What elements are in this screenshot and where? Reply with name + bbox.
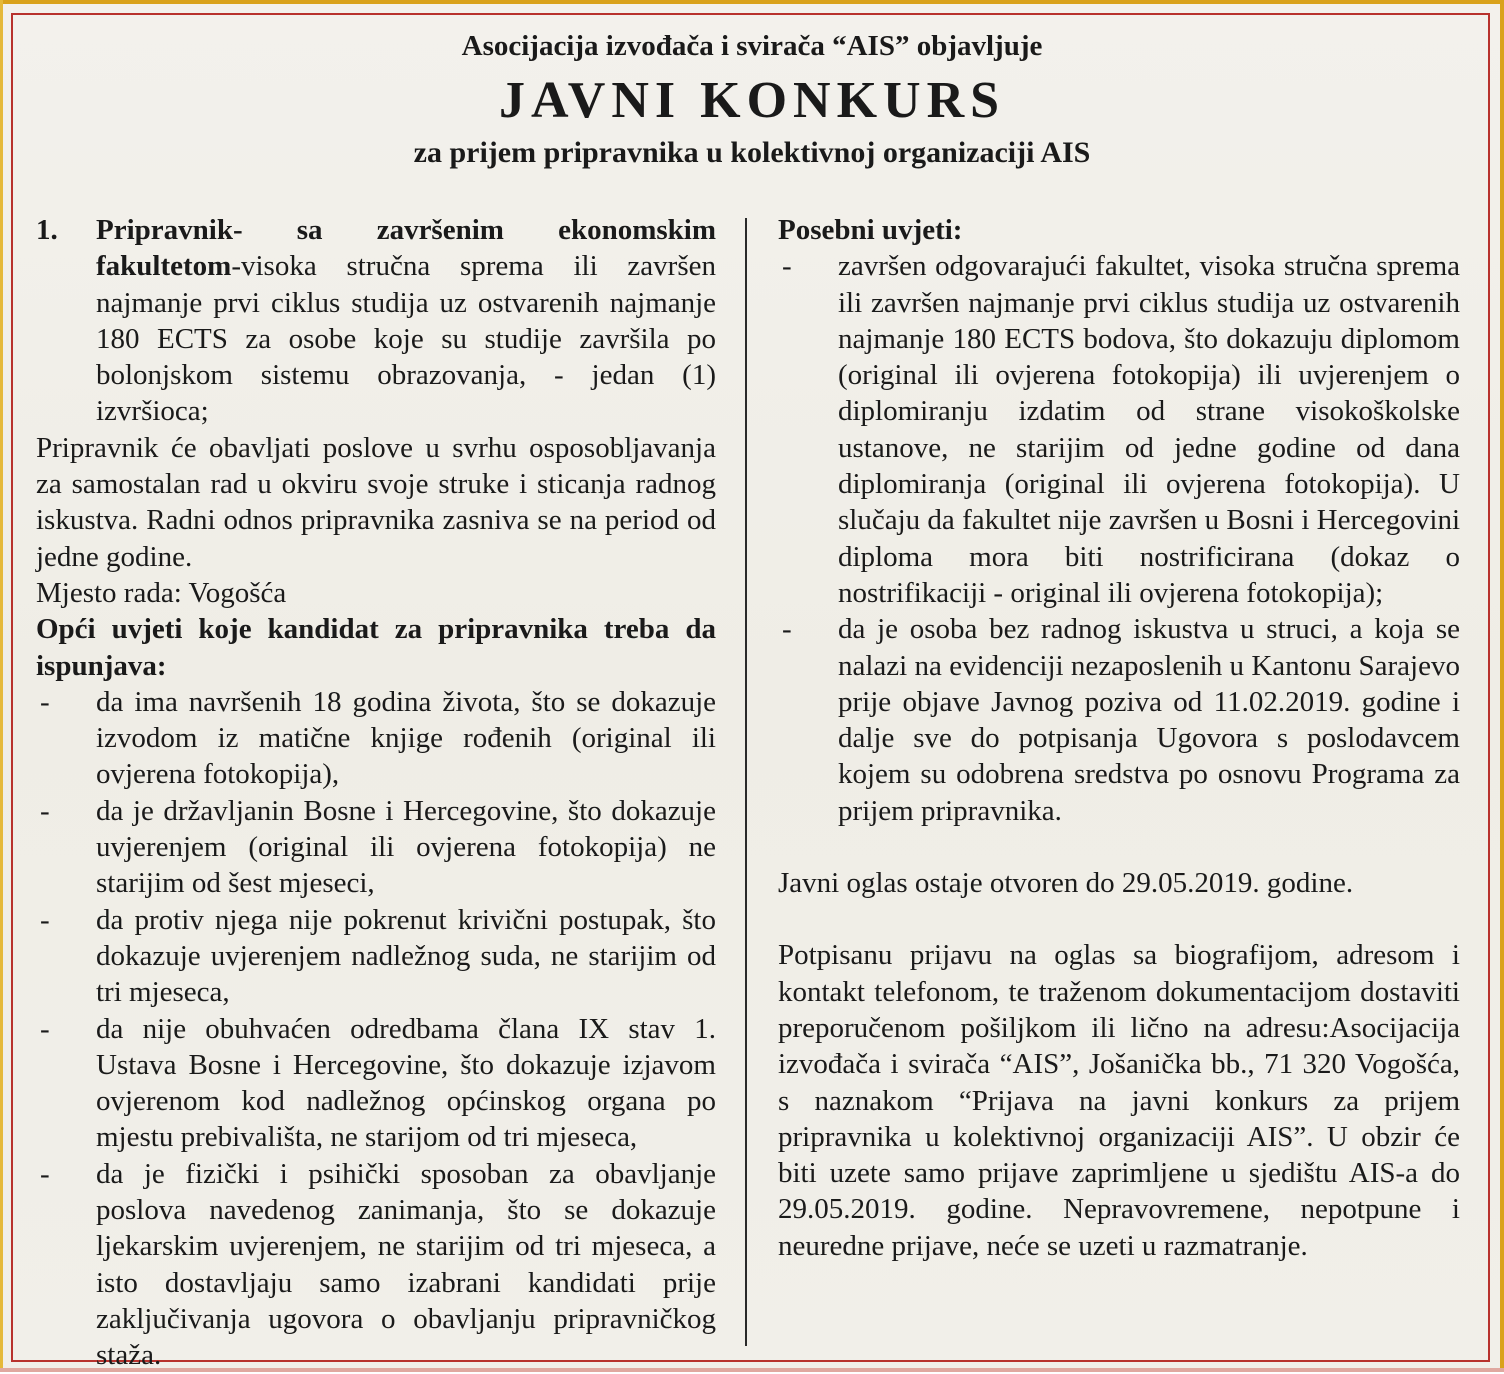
general-condition-item (36, 793, 716, 902)
general-condition-item (36, 902, 716, 1011)
general-condition-item (36, 1011, 716, 1156)
ad-header (0, 28, 1504, 172)
spacer (778, 901, 1460, 937)
item-number: 1. (36, 214, 58, 246)
ad-title: JAVNI KONKURS (498, 72, 1006, 129)
deadline-notice: Javni oglas ostaje otvoren do 29.05.2019. godine. (778, 867, 1354, 900)
bullet-dash: - (782, 613, 792, 646)
left-column (36, 212, 716, 1374)
condition-text: da ima navršenih 18 godina života, što se dokazuje izvodom iz matične knjige rođenih (original ili ovjerena fotokopija), (96, 685, 716, 791)
right-column (778, 212, 1460, 1264)
bullet-dash: - (40, 794, 50, 827)
general-condition-item (36, 684, 716, 793)
bullet-dash: - (782, 250, 792, 283)
bullet-dash: - (40, 1157, 50, 1190)
condition-text: da nije obuhvaćen odredbama člana IX stav 1. Ustava Bosne i Hercegovine, što dokazuje izjavom ovjerenom kod nadležnog općinskog organa po mjestu prebivališta, ne starijom od tri mjeseca, (96, 1012, 716, 1154)
bullet-dash: - (40, 903, 50, 936)
condition-text: da je osoba bez radnog iskustva u struci, a koja se nalazi na evidenciji nezaposlenih u Kantonu Sarajevo prije objave Javnog poziva od 11.02.2019. godine i dalje sve do potpisanja Ugovora s poslodavcem kojem su odobrena sredstva po osnovu Programa za prijem pripravnika. (838, 613, 1460, 827)
special-conditions-heading: Posebni uvjeti: (778, 214, 963, 246)
left-edge-strip (0, 0, 3, 1372)
position-item (36, 212, 716, 430)
right-edge-strip (1500, 0, 1504, 1372)
position-title: Pripravnik- sa završenim ekonomskim fakultetom (96, 214, 716, 283)
ad-subtitle: za prijem pripravnika u kolektivnoj organizaciji AIS (413, 136, 1091, 169)
general-conditions-heading: Opći uvjeti koje kandidat za pripravnika treba da ispunjava: (36, 613, 716, 682)
condition-text: da je fizički i psihički sposoban za obavljanje poslova navedenog zanimanja, što se dokazuje ljekarskim uvjerenjem, ne starijim od tri mjeseca, a isto dostavljaju samo izabrani kandidati prije zaključivanja ugovora o obavljanju pripravničkog staža. (96, 1157, 716, 1372)
top-edge-strip (0, 0, 1504, 4)
bullet-dash: - (40, 685, 50, 718)
column-divider (745, 218, 747, 1346)
position-description: Pripravnik će obavljati poslove u svrhu osposobljavanja za samostalan rad u okviru svoje struke i sticanja radnog iskustva. Radni odnos pripravnika zasniva se na period od jedne godine. (36, 431, 716, 573)
special-condition-item (778, 611, 1460, 829)
condition-text: da protiv njega nije pokrenut krivični postupak, što dokazuje uvjerenjem nadležnog suda, ne starijim od tri mjeseca, (96, 903, 716, 1009)
special-condition-item (778, 248, 1460, 611)
publisher-line: Asocijacija izvođača i svirača “AIS” objavljuje (461, 30, 1043, 62)
position-requirements: -visoka stručna sprema ili završen najmanje prvi ciklus studija uz ostvarenih najmanje 180 ECTS za osobe koje su studije završila po bolonjskom sistemu obrazovanja, - jedan (1) izvršioca; (96, 250, 716, 428)
bullet-dash: - (40, 1012, 50, 1045)
spacer (778, 829, 1460, 865)
condition-text: završen odgovarajući fakultet, visoka stručna sprema ili završen najmanje prvi ciklus studija uz ostvarenih najmanje 180 ECTS bodova, što dokazuju diplomom (original ili ovjerena fotokopija) ili uvjerenjem o diplomiranju izdatim od strane visokoškolske ustanove, ne starijim od jedne godine od dana diplomiranja (original ili ovjerena fotokopija). U slučaju da fakultet nije završen u Bosni i Hercegovini diploma mora biti nostrificirana (dokaz o nostrifikaciji - original ili ovjerena fotokopija); (838, 250, 1460, 609)
condition-text: da je državljanin Bosne i Hercegovine, što dokazuje uvjerenjem (original ili ovjerena fotokopija) ne starijim od šest mjeseci, (96, 794, 716, 900)
workplace: Mjesto rada: Vogošća (36, 576, 287, 609)
submission-instructions: Potpisanu prijavu na oglas sa biografijom, adresom i kontakt telefonom, te traženom dokumentacijom dostaviti preporučenom pošiljkom ili lično na adresu:Asocijacija izvođača i svirača “AIS”, Jošanička bb., 71 320 Vogošća, s naznakom “Prijava na javni konkurs za prijem pripravnika u kolektivnoj organizaciji AIS”. U obzir će biti uzete samo prijave zaprimljene u sjedištu AIS-a do 29.05.2019. godine. Nepravovremene, nepotpune i neuredne prijave, neće se uzeti u razmatranje. (778, 939, 1460, 1262)
general-condition-item (36, 1156, 716, 1374)
